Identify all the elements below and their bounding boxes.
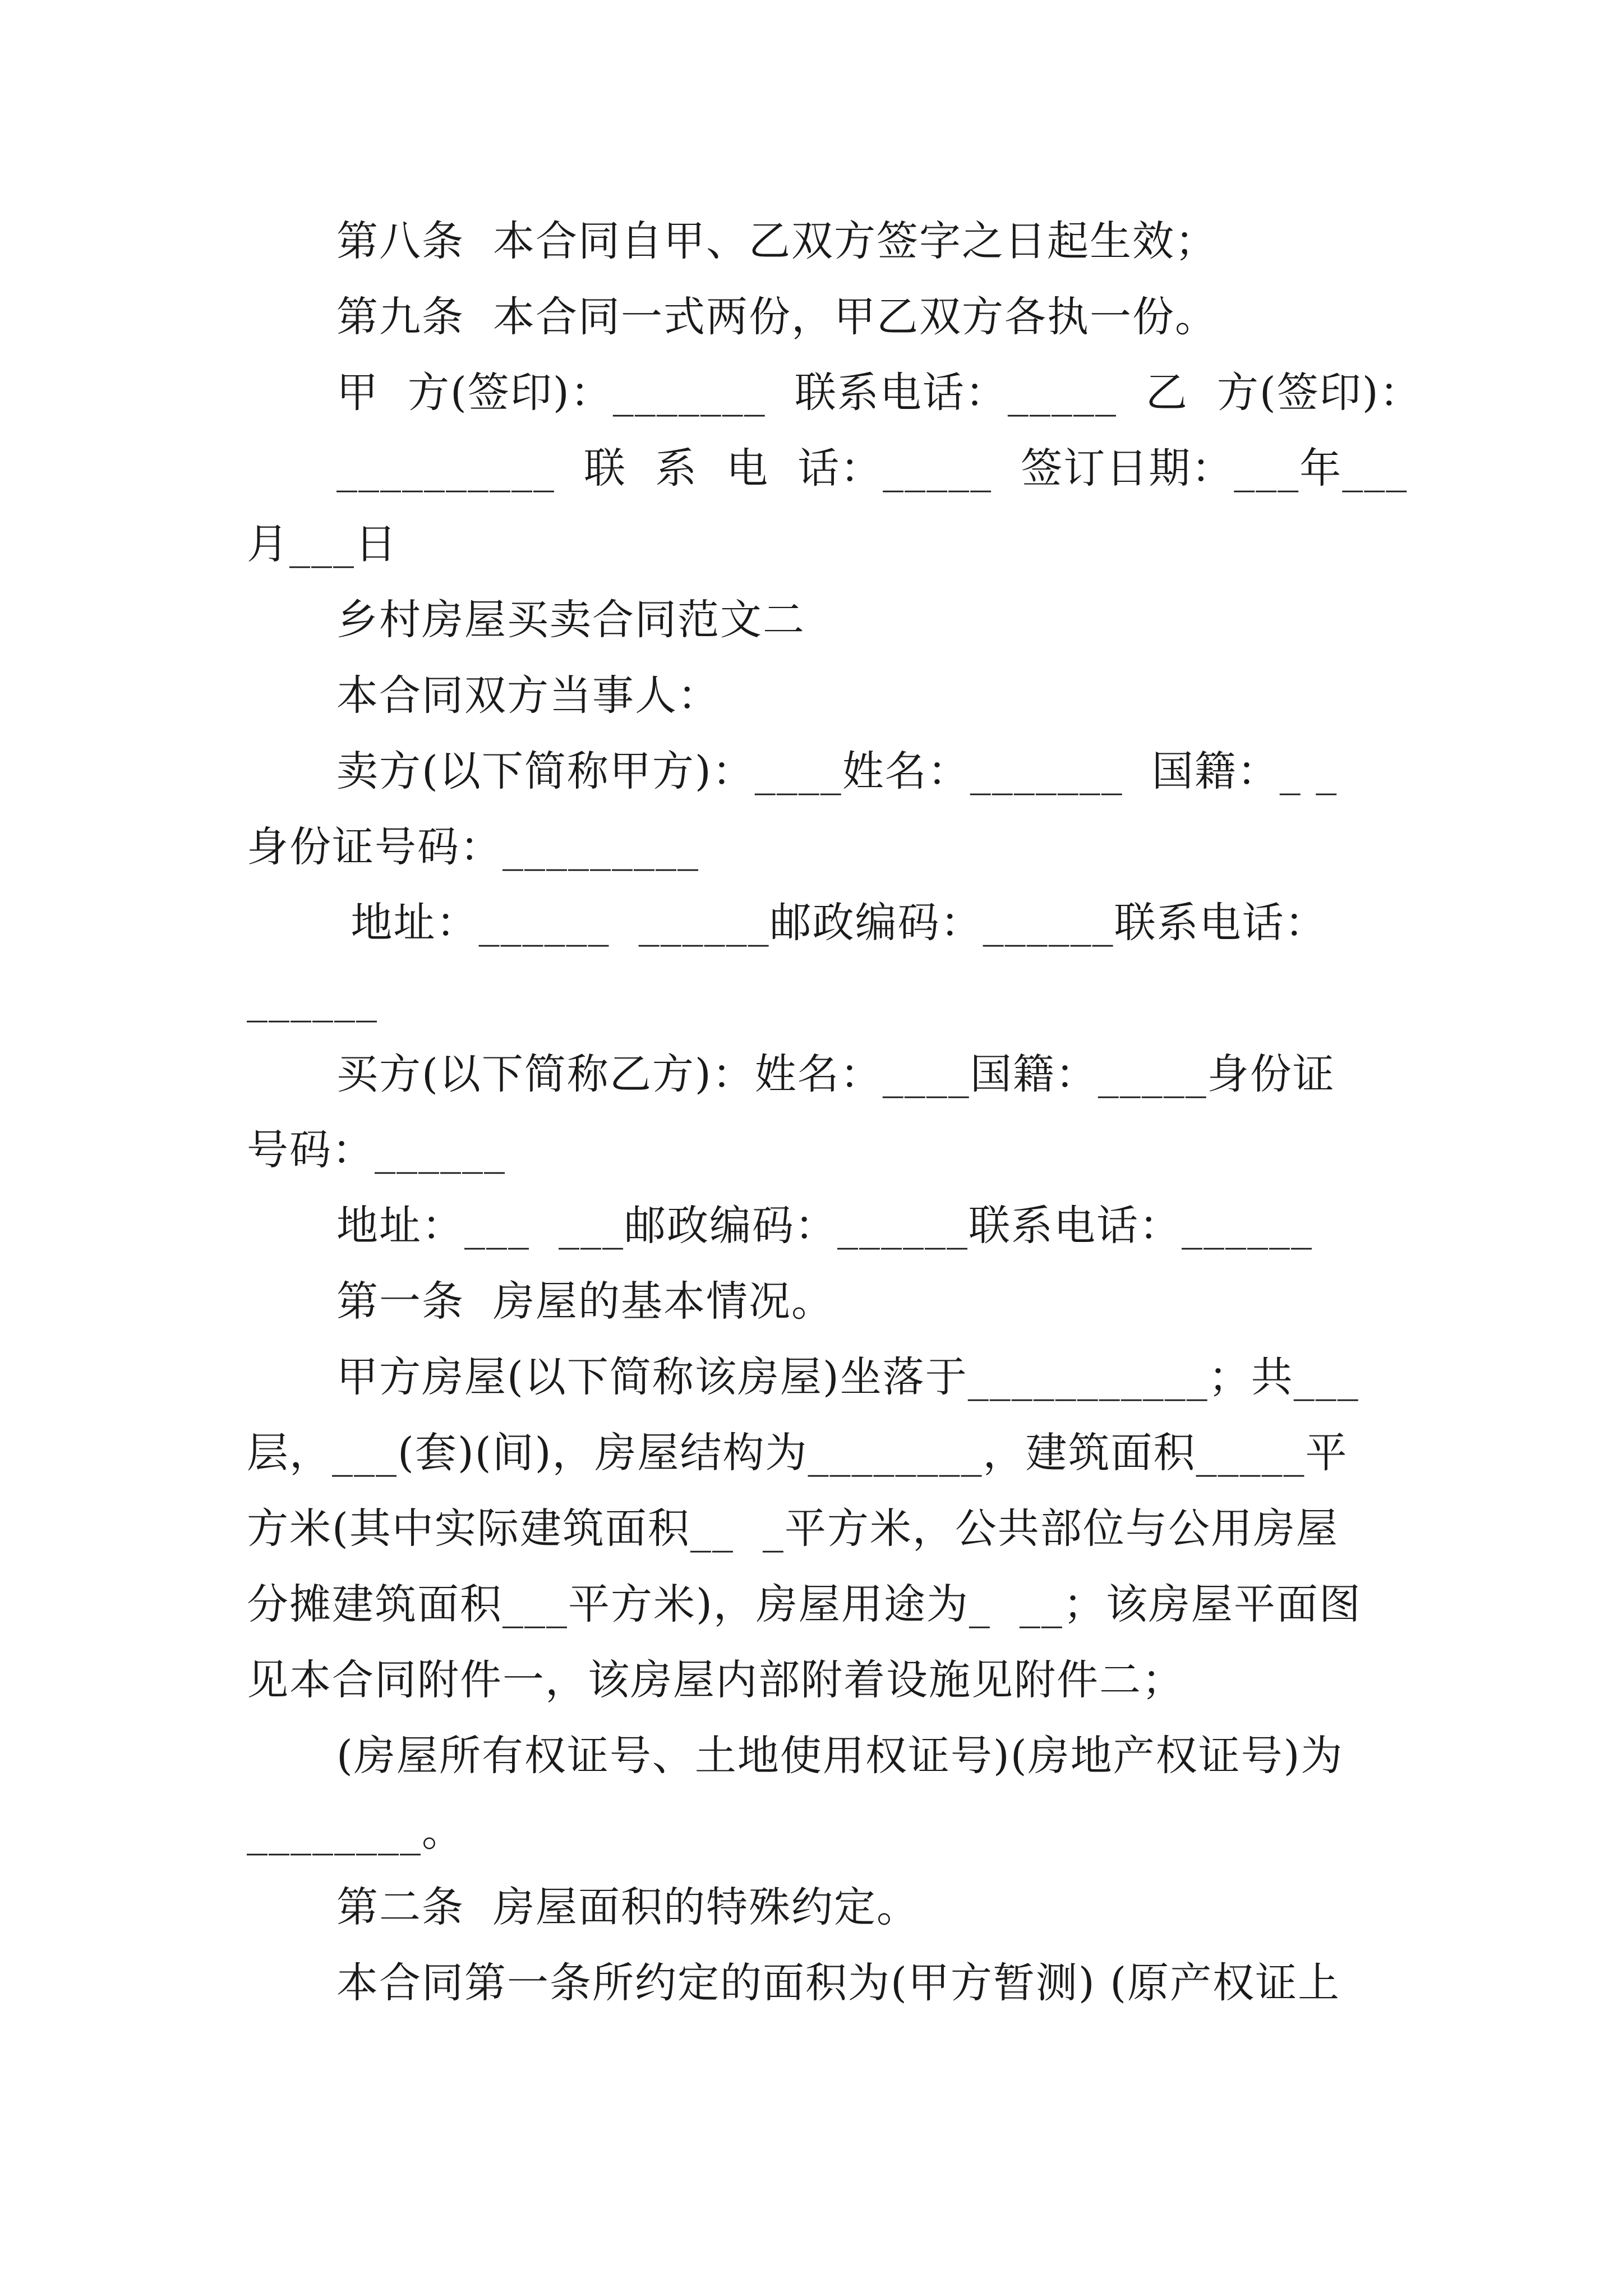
article-9-line: 第九条 本合同一式两份，甲乙双方各执一份。 <box>336 293 1218 341</box>
seller-address-line: 地址：______ ______邮政编码：______联系电话： <box>336 899 1327 947</box>
party-b-contact-line: __________ 联 系 电 话：_____ 签订日期：___年___ <box>336 444 1408 493</box>
buyer-line: 买方(以下简称乙方)：姓名：____国籍：_____身份证 <box>336 1050 1335 1098</box>
certificate-line: (房屋所有权证号、土地使用权证号)(房地产权证号)为 <box>336 1732 1344 1780</box>
article-2-heading: 第二条 房屋面积的特殊约定。 <box>336 1883 920 1931</box>
sample-two-title: 乡村房屋买卖合同范文二 <box>336 596 805 644</box>
seller-line: 卖方(以下简称甲方)：____姓名：_______ 国籍：_ _ <box>336 747 1338 795</box>
article-1-body-line-3: 方米(其中实际建筑面积__ _平方米，公共部位与公用房屋 <box>247 1504 1339 1553</box>
article-1-body-line-2: 层，___(套)(间)，房屋结构为________，建筑面积_____平 <box>247 1429 1348 1477</box>
article-1-body-line-5: 见本合同附件一，该房屋内部附着设施见附件二； <box>247 1656 1184 1704</box>
article-1-body-line-1: 甲方房屋(以下简称该房屋)坐落于___________；共___ <box>336 1353 1359 1401</box>
parties-heading: 本合同双方当事人： <box>336 671 720 720</box>
seller-id-line: 身份证号码：_________ <box>247 823 699 871</box>
certificate-blank-line: ________。 <box>247 1807 464 1856</box>
article-1-heading: 第一条 房屋的基本情况。 <box>336 1277 834 1326</box>
party-a-signature-line: 甲 方(签印)：_______ 联系电话：_____ 乙 方(签印)： <box>336 369 1422 417</box>
sign-date-line: 月___日 <box>247 520 398 568</box>
article-8-line: 第八条 本合同自甲、乙双方签字之日起生效； <box>336 217 1218 265</box>
seller-phone-line: ______ <box>247 974 378 1023</box>
article-2-body-line-1: 本合同第一条所约定的面积为(甲方暂测) (原产权证上 <box>336 1959 1341 2007</box>
buyer-id-line: 号码：______ <box>247 1126 506 1174</box>
article-1-body-line-4: 分摊建筑面积___平方米)，房屋用途为_ __；该房屋平面图 <box>247 1580 1362 1628</box>
buyer-address-line: 地址：___ ___邮政编码：______联系电话：______ <box>336 1202 1313 1250</box>
